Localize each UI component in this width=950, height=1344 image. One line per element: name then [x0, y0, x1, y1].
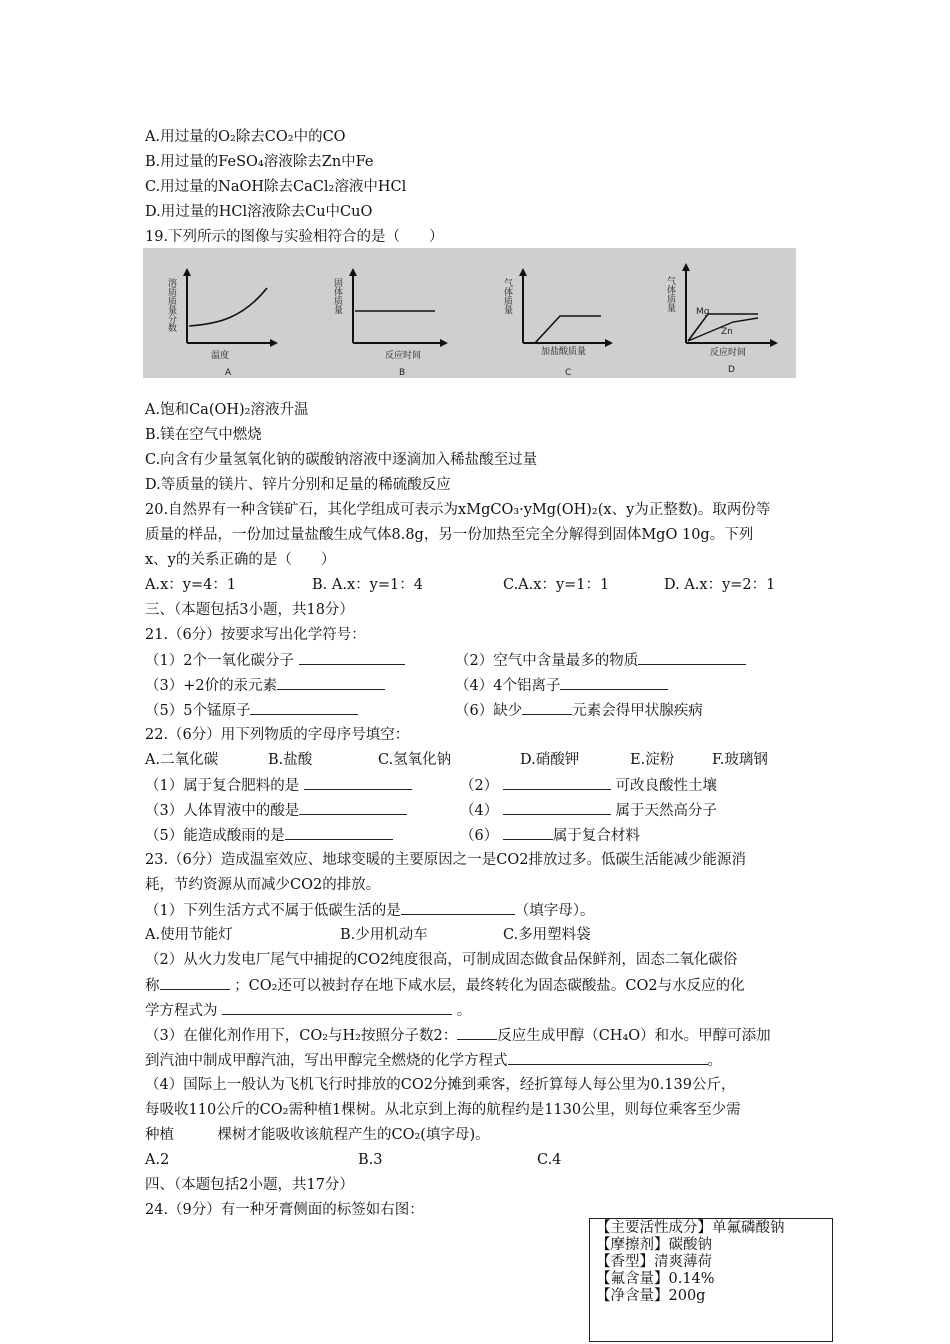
q20-line2: 质量的样品，一份加过量盐酸生成气体8.8g，另一份加热至完全分解得到固体MgO 10g。下列 — [145, 527, 754, 543]
graph-c-xlabel: 加盐酸质量 — [541, 347, 587, 357]
q18-option-b: B.用过量的FeSO₄溶液除去Zn中Fe — [145, 154, 374, 170]
q22-stem: 22.（6分）用下列物质的字母序号填空： — [145, 727, 410, 743]
answer-blank[interactable] — [503, 801, 611, 815]
q20-line1: 20.自然界有一种含镁矿石，其化学组成可表示为xMgCO₃·yMg(OH)₂(x、y为正整数)。取两份等 — [145, 502, 771, 518]
graph-c-caption: C — [565, 368, 572, 378]
answer-blank[interactable] — [250, 701, 358, 715]
q19-option-c: C.向含有少量氢氧化钠的碳酸钠溶液中逐滴加入稀盐酸至过量 — [145, 452, 538, 468]
q23-part3-line2: 到汽油中制成甲醇汽油，写出甲醇完全燃烧的化学方程式 。 — [145, 1053, 722, 1069]
q21-item-3: （3）+2价的汞元素 — [145, 676, 385, 695]
graph-a — [166, 268, 278, 378]
q22-choice-b: B.盐酸 — [268, 752, 313, 768]
toothpaste-label — [589, 1218, 833, 1342]
q22-choice-d: D.硝酸钾 — [520, 752, 580, 768]
answer-blank[interactable] — [457, 1026, 497, 1040]
q18-option-c: C.用过量的NaOH除去CaCl₂溶液中HCl — [145, 179, 407, 195]
q22-choice-e: E.淀粉 — [630, 752, 675, 768]
q20-option-c: C.A.x：y=1：1 — [503, 577, 610, 593]
q19-option-a: A.饱和Ca(OH)₂溶液升温 — [145, 402, 309, 418]
q21-item-4: （4）4个铝离子 — [455, 676, 668, 695]
answer-blank[interactable] — [285, 826, 393, 840]
q18-option-a: A.用过量的O₂除去CO₂中的CO — [145, 129, 346, 145]
graph-a-xlabel: 温度 — [211, 351, 230, 361]
graph-d — [665, 263, 778, 375]
q20-option-b: B. A.x：y=1：4 — [312, 577, 423, 593]
graph-d-xlabel: 反应时间 — [710, 348, 747, 358]
answer-blank[interactable] — [638, 651, 746, 665]
graph-b-caption: B — [399, 368, 406, 378]
q20-option-d: D. A.x：y=2：1 — [664, 577, 776, 593]
q22-item-3: （3）人体胃液中的酸是 — [145, 801, 407, 820]
answer-blank[interactable] — [401, 901, 515, 915]
graph-d-mg-label: Mg — [696, 307, 710, 317]
graph-d-caption: D — [728, 365, 735, 375]
answer-blank[interactable] — [299, 801, 407, 815]
label-line: 【主要活性成分】单氟磷酸钠 — [596, 1220, 785, 1236]
answer-blank[interactable] — [277, 676, 385, 690]
answer-blank[interactable] — [299, 651, 405, 665]
q23-part2-line2: 称 ；CO₂还可以被封存在地下咸水层，最终转化为固态碳酸盐。CO2与水反应的化 — [145, 978, 745, 994]
label-line: 【香型】清爽薄荷 — [596, 1254, 712, 1270]
q23-part1-option-b: B.少用机动车 — [340, 927, 428, 943]
q19-option-b: B.镁在空气中燃烧 — [145, 427, 262, 443]
q19-graphs — [143, 248, 796, 378]
q23-line2: 耗，节约资源从而减少CO2的排放。 — [145, 877, 381, 893]
graph-c-ylabel: 气体质量 — [502, 278, 512, 314]
graph-d-zn-label: Zn — [721, 327, 733, 337]
answer-blank[interactable] — [304, 776, 412, 790]
q22-item-5: （5）能造成酸雨的是 — [145, 826, 393, 845]
q23-part3-line1: （3）在催化剂作用下，CO₂与H₂按照分子数2： 反应生成甲醇（CH₄O）和水。甲醇可添加 — [145, 1028, 771, 1044]
q23-part1: （1）下列生活方式不属于低碳生活的是 （填字母）。 — [145, 903, 595, 919]
q20-option-a: A.x：y=4：1 — [145, 577, 237, 593]
graph-a-ylabel: 溶质质量分数 — [166, 278, 176, 332]
graph-a-caption: A — [225, 368, 232, 378]
q22-item-2: （2） 可改良酸性土壤 — [460, 778, 717, 794]
q22-choice-a: A.二氧化碳 — [145, 752, 219, 768]
q21-item-5: （5）5个锰原子 — [145, 701, 358, 720]
q23-part4-line3: 种植 棵树才能吸收该航程产生的CO₂(填字母)。 — [145, 1127, 490, 1143]
graph-b-xlabel: 反应时间 — [385, 351, 422, 361]
q24-stem: 24.（9分）有一种牙膏侧面的标签如右图： — [145, 1202, 424, 1218]
q21-item-2: （2）空气中含量最多的物质 — [455, 651, 746, 670]
q23-part4-option-b: B.3 — [358, 1152, 383, 1168]
q23-part4-option-c: C.4 — [537, 1152, 562, 1168]
q22-item-6: （6） 属于复合材料 — [460, 828, 640, 844]
answer-blank[interactable] — [560, 676, 668, 690]
answer-blank[interactable] — [222, 1001, 452, 1015]
label-line: 【氟含量】0.14% — [596, 1271, 715, 1287]
q19-option-d: D.等质量的镁片、锌片分别和足量的稀硫酸反应 — [145, 477, 451, 493]
q22-item-1: （1）属于复合肥料的是 — [145, 776, 412, 795]
q21-stem: 21.（6分）按要求写出化学符号： — [145, 627, 366, 643]
q23-part2-line1: （2）从火力发电厂尾气中捕捉的CO2纯度很高，可制成固态做食品保鲜剂，固态二氧化碳俗 — [145, 952, 738, 968]
section-4-heading: 四、（本题包括2小题，共17分） — [145, 1177, 354, 1193]
q22-choice-f: F.玻璃钢 — [712, 752, 768, 768]
answer-blank[interactable] — [503, 776, 611, 790]
q19-figure — [143, 248, 796, 378]
answer-blank[interactable] — [503, 826, 553, 840]
q22-choice-c: C.氢氧化钠 — [378, 752, 452, 768]
graph-b — [332, 268, 448, 378]
q21-item-1: （1）2个一氧化碳分子 — [145, 651, 405, 670]
q21-item-6: （6）缺少 元素会得甲状腺疾病 — [455, 703, 703, 719]
q23-part2-line3: 学方程式为 。 — [145, 1003, 472, 1019]
answer-blank[interactable] — [160, 976, 230, 990]
graph-c — [502, 268, 613, 378]
answer-blank[interactable] — [522, 701, 572, 715]
q23-part1-option-c: C.多用塑料袋 — [503, 927, 591, 943]
q23-part4-line1: （4）国际上一般认为飞机飞行时排放的CO2分摊到乘客，经折算每人每公里为0.139公斤， — [145, 1077, 736, 1093]
graph-d-ylabel: 气体质量 — [665, 276, 675, 312]
section-3-heading: 三、（本题包括3小题，共18分） — [145, 602, 354, 618]
q23-part1-option-a: A.使用节能灯 — [145, 927, 233, 943]
label-line: 【净含量】200g — [596, 1288, 706, 1304]
q23-line1: 23.（6分）造成温室效应、地球变暖的主要原因之一是CO2排放过多。低碳生活能减少能源消 — [145, 852, 746, 868]
label-line: 【摩擦剂】碳酸钠 — [596, 1237, 712, 1253]
answer-blank[interactable] — [508, 1051, 708, 1065]
q22-item-4: （4） 属于天然高分子 — [460, 803, 717, 819]
q23-part4-option-a: A.2 — [145, 1152, 170, 1168]
q23-part4-line2: 每吸收110公斤的CO₂需种植1棵树。从北京到上海的航程约是1130公里，则每位乘客至少需 — [145, 1102, 741, 1118]
q19-stem: 19.下列所示的图像与实验相符合的是（ ） — [145, 229, 444, 245]
graph-b-ylabel: 固体质量 — [332, 278, 342, 314]
q18-option-d: D.用过量的HCl溶液除去Cu中CuO — [145, 204, 373, 220]
q20-line3: x、y的关系正确的是（ ） — [145, 552, 336, 568]
